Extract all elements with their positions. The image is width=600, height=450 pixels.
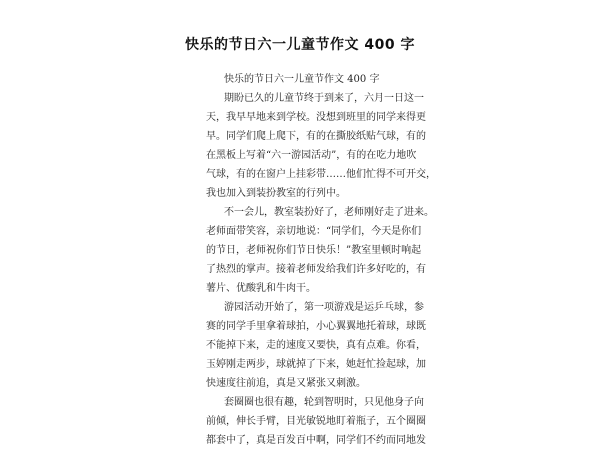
- text-line: 早。同学们爬上爬下，有的在撕胶纸贴气球，有的: [206, 131, 426, 142]
- text-line: 不能掉下来，走的速度又要快，真有点难。你看，: [206, 340, 426, 351]
- text-line: 期盼已久的儿童节终于到来了，六月一日这一: [224, 93, 424, 104]
- text-line: 都套中了，真是百发百中啊，同学们不约而同地发: [206, 435, 426, 446]
- text-line: 天，我早早地来到学校。没想到班里的同学来得更: [206, 112, 426, 123]
- text-line: 玉婷刚走两步，球就掉了下来，她赶忙捡起球，加: [206, 359, 426, 370]
- document-body: [206, 70, 436, 450]
- text-line: 我也加入到装扮教室的行列中。: [206, 188, 346, 199]
- text-line: 气球，有的在窗户上挂彩带……他们忙得不可开交，: [206, 169, 436, 180]
- text-line: 不一会儿，教室装扮好了，老师刚好走了进来。: [224, 207, 434, 218]
- text-line: 前倾，伸长手臂，目光敏锐地盯着瓶子，五个圈圈: [206, 416, 426, 427]
- text-line: 游园活动开始了，第一项游戏是运乒乓球，参: [224, 302, 424, 313]
- text-line: 套圈圈也很有趣，轮到智明时，只见他身子向: [224, 397, 424, 408]
- document-title: 快乐的节日六一儿童节作文 400 字: [185, 37, 415, 53]
- text-line: 了热烈的掌声。接着老师发给我们许多好吃的，有: [206, 264, 426, 275]
- document-subtitle: 快乐的节日六一儿童节作文 400 字: [224, 74, 380, 85]
- text-line: 的节日，老师祝你们节日快乐！”教室里顿时响起: [206, 245, 422, 256]
- text-line: 在黑板上写着“六一游园活动”，有的在吃力地吹: [206, 150, 417, 161]
- text-line: 赛的同学手里拿着球拍，小心翼翼地托着球，球既: [206, 321, 426, 332]
- text-line: 老师面带笑容，亲切地说：“同学们，今天是你们: [206, 226, 422, 237]
- text-line: 快速度往前追，真是又紧张又刺激。: [206, 378, 366, 389]
- text-line: 薯片、优酸乳和牛肉干。: [206, 283, 316, 294]
